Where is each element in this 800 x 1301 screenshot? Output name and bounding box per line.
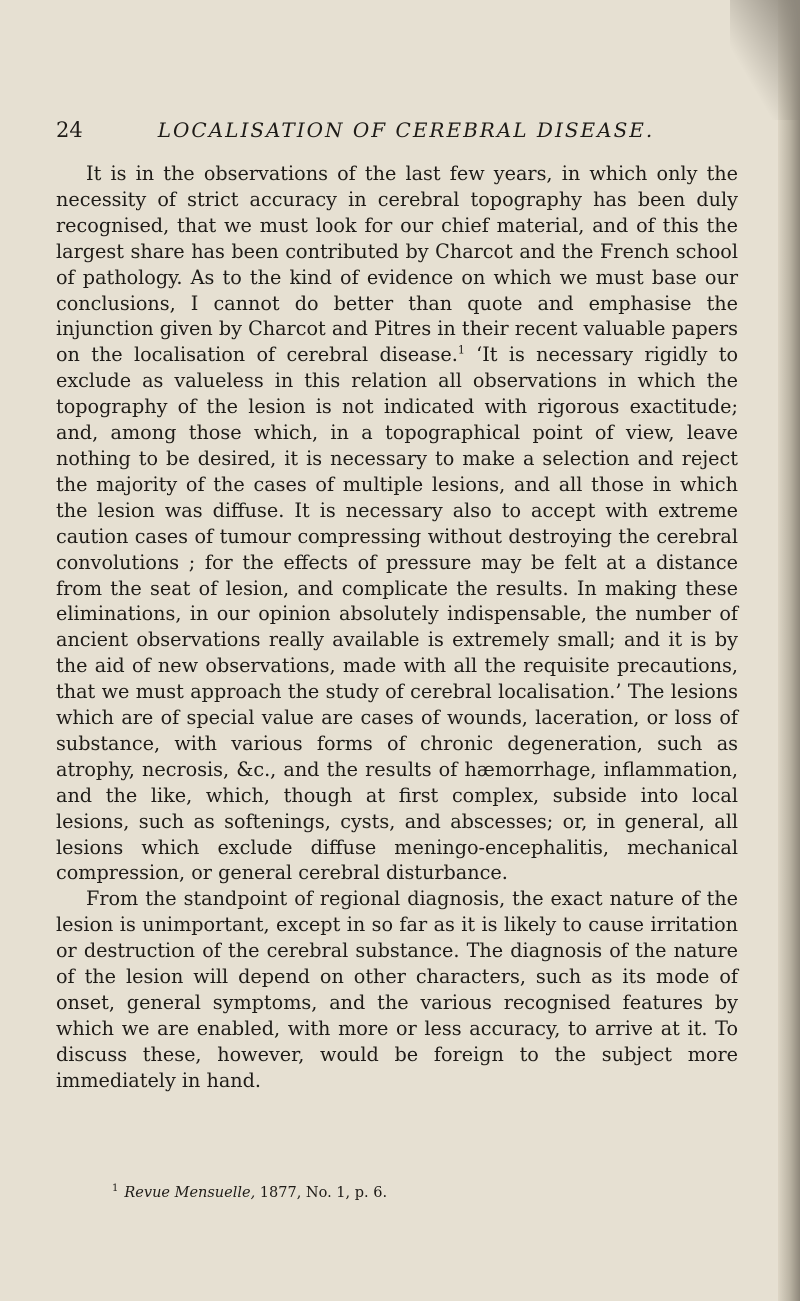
page-corner-shadow: [730, 0, 800, 120]
footnote-details: 1877, No. 1, p. 6.: [255, 1184, 388, 1201]
footnote-reference[interactable]: 1: [457, 343, 465, 357]
footnote-mark: 1: [112, 1183, 119, 1194]
page-number: 24: [56, 118, 83, 142]
footnote-source: Revue Mensuelle,: [124, 1184, 256, 1201]
paragraph-1-text: It is in the observations of the last few years, in which only the necessity of strict accuracy in cerebral topography has been duly recognised, that we must look for our chief material, and of this the largest share has been contributed by Charcot and the French school of pathology. As to the kind of evidence on which we must base our conclusions, I cannot do better than quote and emphasise the injunction given by Charcot and Pitres in their recent valuable papers on the localisation of cerebral disease.: [56, 162, 738, 367]
footnote: [112, 1180, 732, 1202]
paragraph-2: From the standpoint of regional diagnosis, the exact nature of the lesion is unimportant, except in so far as it is likely to cause irritation or destruction of the cerebral substance. The diagnosis of the nature of the lesion will depend on other characters, such as its mode of onset, general symptoms, and the various recognised features by which we are enabled, with more or less accuracy, to arrive at it. To discuss these, however, would be foreign to the subject more immediately in hand.: [56, 887, 738, 1092]
page-header: [56, 118, 756, 152]
running-title: LOCALISATION OF CEREBRAL DISEASE.: [157, 118, 655, 142]
body-text: [56, 161, 738, 1094]
page-edge-shadow: [778, 0, 800, 1301]
paragraph-1: [56, 161, 738, 886]
paragraph-1-quote: ‘It is necessary rigidly to exclude as valueless in this relation all observations in which the topography of the lesion is not indicated with rigorous exactitude; and, among those which, in a topographical point of view, leave nothing to be desired, it is necessary to make a selection and reject the majority of the cases of multiple lesions, and all those in which the lesion was diffuse. It is necessary also to accept with extreme caution cases of tumour compressing without destroying the cerebral convolutions ; for the effects of pressure may be felt at a distance from the seat of lesion, and complicate the results. In making these eliminations, in our opinion absolutely indispensable, the number of ancient observations really available is extremely small; and it is by the aid of new observations, made with all the requisite precautions, that we must approach the study of cerebral localisation.’ The lesions which are of special value are cases of wounds, laceration, or loss of substance, with various forms of chronic degeneration, such as atrophy, necrosis, &c., and the results of hæmorrhage, inflammation, and the like, which, though at first complex, subside into local lesions, such as softenings, cysts, and abscesses; or, in general, all lesions which exclude diffuse meningo-encephalitis, mechanical compression, or general cerebral disturbance.: [56, 343, 738, 885]
